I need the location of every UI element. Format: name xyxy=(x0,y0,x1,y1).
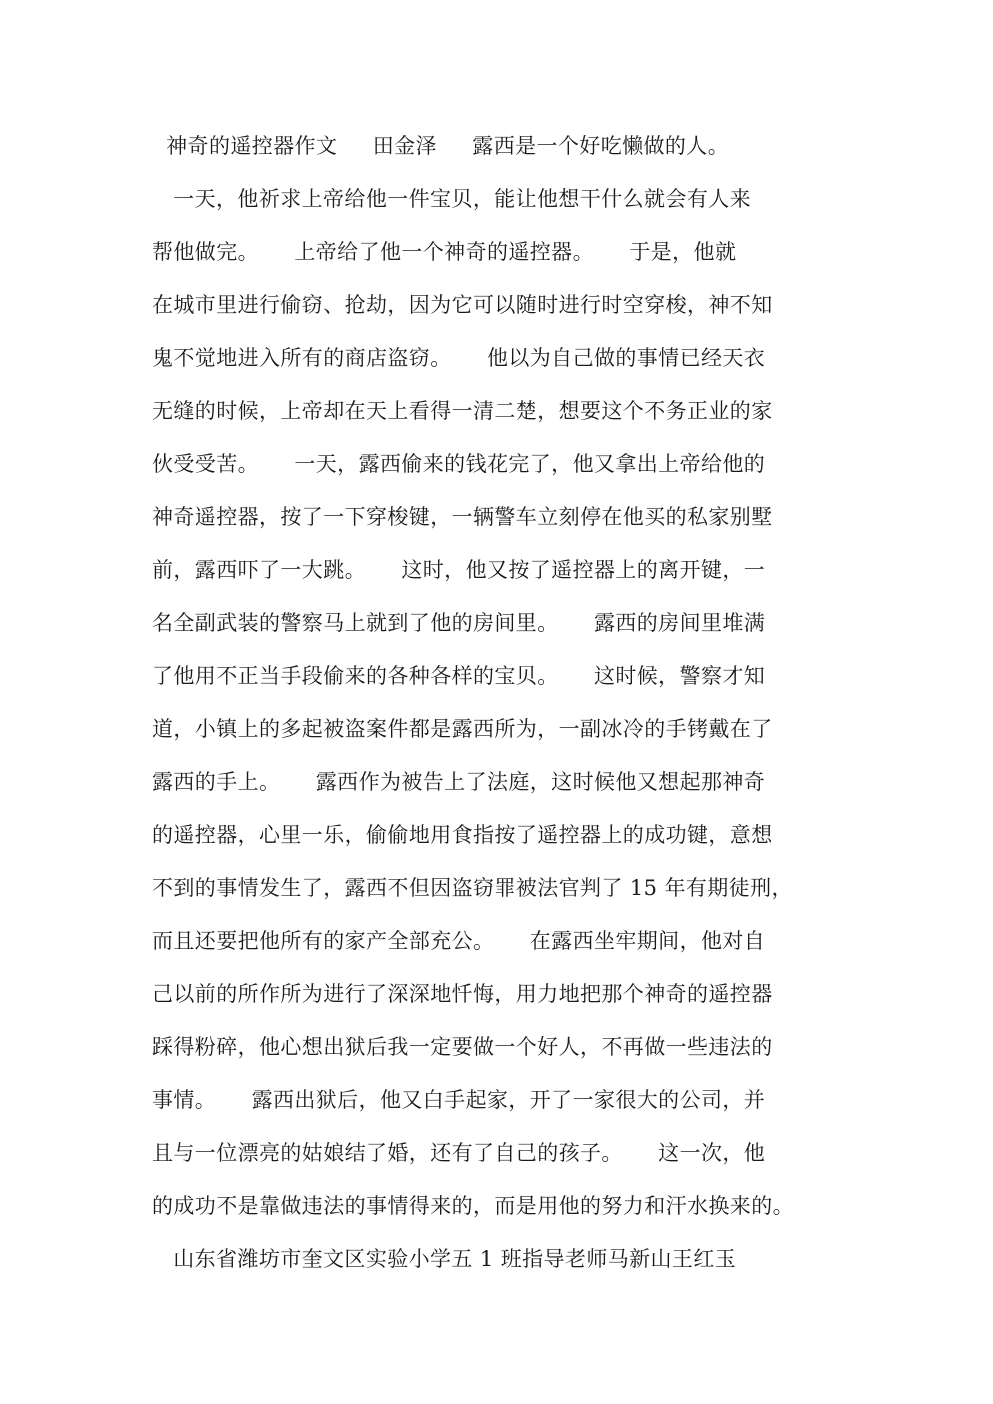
text-line: 的成功不是靠做违法的事情得来的，而是用他的努力和汗水换来的。 xyxy=(152,1194,794,1218)
text-line: 事情。 露西出狱后，他又白手起家，开了一家很大的公司，并 xyxy=(152,1088,766,1112)
text-line: 而且还要把他所有的家产全部充公。 在露西坐牢期间，他对自 xyxy=(152,929,766,953)
text-line: 不到的事情发生了，露西不但因盗窃罪被法官判了 15 年有期徒刑， xyxy=(152,876,793,900)
text-line: 前，露西吓了一大跳。 这时，他又按了遥控器上的离开键，一 xyxy=(152,558,766,582)
text-line: 在城市里进行偷窃、抢劫，因为它可以随时进行时空穿梭，神不知 xyxy=(152,293,773,317)
text-line: 神奇的遥控器作文 田金泽 露西是一个好吃懒做的人。 xyxy=(152,134,730,158)
text-line: 鬼不觉地进入所有的商店盗窃。 他以为自己做的事情已经天衣 xyxy=(152,346,766,370)
text-line: 踩得粉碎，他心想出狱后我一定要做一个好人，不再做一些违法的 xyxy=(152,1035,773,1059)
text-line: 名全副武装的警察马上就到了他的房间里。 露西的房间里堆满 xyxy=(152,611,766,635)
text-line: 露西的手上。 露西作为被告上了法庭，这时候他又想起那神奇 xyxy=(152,770,766,794)
text-line: 帮他做完。 上帝给了他一个神奇的遥控器。 于是，他就 xyxy=(152,240,737,264)
text-line: 一天，他祈求上帝给他一件宝贝，能让他想干什么就会有人来 xyxy=(152,187,752,211)
text-line: 神奇遥控器，按了一下穿梭键，一辆警车立刻停在他买的私家别墅 xyxy=(152,505,773,529)
text-line: 且与一位漂亮的姑娘结了婚，还有了自己的孩子。 这一次，他 xyxy=(152,1141,766,1165)
text-line: 道，小镇上的多起被盗案件都是露西所为，一副冰冷的手铐戴在了 xyxy=(152,717,773,741)
school-signature: 山东省潍坊市奎文区实验小学五 1 班指导老师马新山王红玉 xyxy=(152,1247,737,1271)
text-line: 了他用不正当手段偷来的各种各样的宝贝。 这时候，警察才知 xyxy=(152,664,766,688)
text-line: 己以前的所作所为进行了深深地忏悔，用力地把那个神奇的遥控器 xyxy=(152,982,773,1006)
text-line: 无缝的时候，上帝却在天上看得一清二楚，想要这个不务正业的家 xyxy=(152,399,773,423)
text-line: 伙受受苦。 一天，露西偷来的钱花完了，他又拿出上帝给他的 xyxy=(152,452,766,476)
text-line: 的遥控器，心里一乐，偷偷地用食指按了遥控器上的成功键，意想 xyxy=(152,823,773,847)
